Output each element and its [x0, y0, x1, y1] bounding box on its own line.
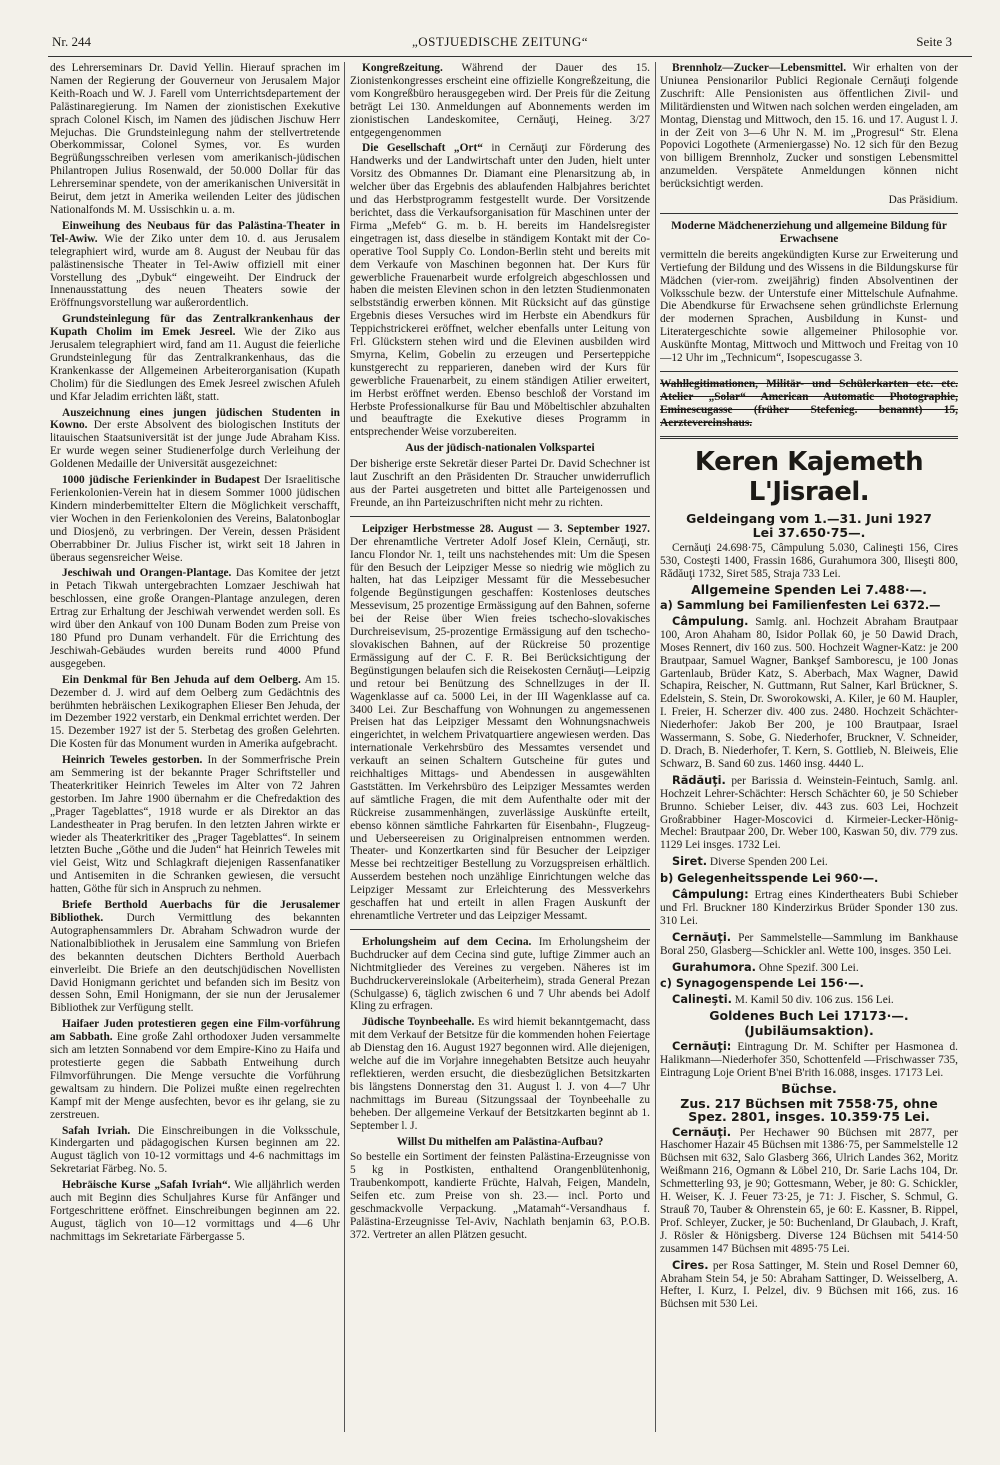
section-subheading: Büchse.: [781, 1080, 837, 1096]
article-text: Der erste Absolvent des biologischen Instituts der litauischen Staatsuniversität ist der junge Jude Abraham Kiss. Er wurde wegen seiner Studienerfolge durch Verleihung der Goldenen Medaille der Universität ausgezeichnet:: [50, 419, 340, 471]
article-heading: Briefe Berthold Auerbachs für die Jerusalemer Bibliothek.: [50, 899, 340, 924]
article-text: Im Erholungsheim der Buchdrucker auf dem Cecina sind gute, luftige Zimmer auch an Nichtmitglieder des Vereines zu vergeben. Näheres ist im Buchdruckervereinslokale (Arbeiterheim), strada General Prezan (Schulgasse) 6, täglich zwischen 6 und 7 Uhr abends bei Adolf Kling zu erfragen.: [350, 935, 650, 1013]
article-text: Das Komitee der jetzt in Petach Tikwah untergebrachten Lomzaer Jeschiwah hat beschlossen, eine große Orangen-Plantage anzulegen, deren Ertrag zur Erhaltung der Jeschiwah verwendet werden soll. Es wird über den Ankauf von 100 Dunam Boden zum Preise von 180 Pfund pro Dunam verhandelt. Für die Errichtung des Jeschiwah-Gebäudes wurden bereits rund 4000 Pfund ausgegeben.: [50, 567, 340, 670]
article-heading: Die Gesellschaft „Ort“: [362, 142, 483, 155]
column-divider: [344, 62, 345, 1432]
article-heading: Hebräische Kurse „Safah Ivriah“.: [62, 1179, 231, 1192]
signature: Das Präsidium.: [888, 194, 958, 207]
article-text: Am 15. Dezember d. J. wird auf dem Oelberg zum Gedächtnis des berühmten hebräischen Lexikographen Elieser Ben Jehuda, der im Dezember 1922 verstarb, ein Denkmal errichtet werden. Der 15. Dezember 1927 ist der 5. Sterbetag des großen Gelehrten. Die Kosten für das Monument wurden in Amerika aufgebracht.: [50, 673, 340, 751]
donation-text: per Barissia d. Weinstein-Feintuch, Samlg. anl. Hochzeit Lehrer-Schächter: Hersch Schächter 60, je 50 Schieber Brunno. Schieber Leiser, div. 443 zus. 603 Lei, Hochzeit Großrabbiner Hager-Moscovici d. Kirmeier-Lecker-Hönig-Mechel: Brautpaar 200, Dr. Weber 100, Kaswan 50, div. 779 zus. 1129 Lei insges. 1732 Lei.: [660, 774, 958, 852]
donation-text: per Rosa Sattinger, M. Stein und Rosel Demner 60, Abraham Stein 54, je 50: Abraham Sattinger, D. Weisselberg, A. Hefter, I. Kurz, I. Pelzel, div. 9 Büchsen mit 166, zus. 16 Büchsen mit 530 Lei.: [660, 1259, 958, 1311]
location-label: Cernăuţi.: [672, 929, 732, 944]
article-heading: Grundsteinlegung für das Zentralkrankenhaus der Kupath Cholim im Emek Jesreel.: [50, 313, 340, 339]
article-heading: Einweihung des Neubaus für das Palästina-Theater in Tel-Awiw.: [50, 219, 340, 245]
section-subheading: a) Sammlung bei Familienfesten Lei 6372.—: [660, 598, 941, 612]
section-subheading: Allgemeine Spenden Lei 7.488·—.: [691, 582, 927, 598]
location-label: Siret.: [672, 854, 708, 869]
article-text: So bestelle ein Sortiment der feinsten Palästina-Erzeugnisse von 5 kg in Postkisten, enthaltend Orangenblütenhonig, Traubenkompott, kandierte Früchte, Halvah, Feigen, Mandeln, Seifen etc. zum Preise von sh. 23.— incl. Porto und geschmackvolle Verpackung. „Matamah“-Versandhaus f. Palästina-Erzeugnisse Tel-Aviv, Nachlath benjamin 63, P.O.B. 372. Vertreter an allen Plätzen gesucht.: [350, 1151, 650, 1241]
article-heading: Aus der jüdisch-nationalen Volkspartei: [405, 442, 595, 455]
donation-text: Per Sammelstelle—Sammlung im Bankhause Boral 250, Glasberg—Schickler anl. Wette 100, insges. 350 Lei.: [660, 931, 958, 957]
article-text: Durch Vermittlung des bekannten Autographensammlers Dr. Abraham Schwadron wurde der Nationalbibliothek in Jerusalem eine Sammlung von Briefen des bekannten deutschen Dichters Berthold Auerbach einverleibt. Die Briefe an den deutschjüdischen Novellisten David Honigmann gerichtet und befanden sich im Besitz von dessen Sohn, Emil Honigmann, der sie nun der Jerusalemer Bibliothek zur Verfügung stellt.: [50, 912, 340, 1015]
section-subheading: Lei 37.650·75—.: [752, 525, 866, 541]
article-heading: Haifaer Juden protestieren gegen eine Film-vorführung am Sabbath.: [50, 1018, 340, 1044]
section-rule: [660, 213, 958, 214]
donation-text: Cernăuţi 24.698·75, Câmpulung 5.030, Calineşti 156, Cires 530, Costeşti 1400, Frassin 1686, Gurahumora 300, Iliseşti 800, Rădăuţi 1732, Siret 585, Straja 733 Lei.: [660, 542, 958, 581]
donation-text: Eintragung Dr. M. Schifter per Hasmonea d. Halikmann—Niederhofer 350, Schottenfeld —Frischwasser 735, Eintragung Loje Orient B'nei B'rith 16.088, insges. 17173 Lei.: [660, 1041, 958, 1079]
column-1: [50, 62, 340, 1432]
section-rule: [660, 436, 958, 439]
newspaper-title: „OSTJUEDISCHE ZEITUNG“: [411, 34, 588, 49]
article-heading: Safah Ivriah.: [62, 1124, 131, 1137]
article-heading: Ein Denkmal für Ben Jehuda auf dem Oelberg.: [62, 673, 301, 686]
section-subheading: Zus. 217 Büchsen mit 7558·75, ohne Spez. 2801, insges. 10.359·75 Lei.: [680, 1095, 938, 1124]
article-heading: Kongreßzeitung.: [362, 62, 443, 74]
column-3: [660, 62, 958, 1432]
article-text: Der bisherige erste Sekretär dieser Partei Dr. David Schechner ist laut Zuschrift an den Präsidenten Dr. Straucher unwiderruflich aus der Partei ausgetreten und bittet alle Parteigenossen und Freunde, an ihn Parteizuschriften nicht mehr zu richten.: [350, 458, 650, 509]
donation-text: Ohne Spezif. 300 Lei.: [758, 961, 859, 974]
article-text: Es wird hiemit bekanntgemacht, dass mit dem Verkauf der Betsitze für die kommenden hohen Feiertage ab Dienstag den 16. August 1927 begonnen wird. Alle diejenigen, welche auf die im Vorjahre innegehabten Betsitze auch heuyahr reflektieren, werden ersucht, die diesbezüglichen Betsitzkarten bis längstens Donnerstag den 31. August l. J. von 4—7 Uhr nachmittags im Bureau (Sitzungssaal der Toynbeehalle zu beheben. Der allgemeine Verkauf der Betsitzkarten beginnt ab 1. September l. J.: [350, 1016, 650, 1132]
section-subheading: Geldeingang vom 1.—31. Juni 1927: [686, 510, 932, 526]
article-text: vermitteln die bereits angekündigten Kurse zur Erweiterung und Vertiefung der Bildung und des Wissens in die Bildungskurse für Mädchen (vier-rom. zweijährig) finden Absolventinen der Volksschule bezw. der Unterstufe einer Mittelschule Aufnahme. Die Abendkurse für Erwachsene sehen gründlichste Erlernung der modernen Sprachen, Ausbildung in Kunst- und Literatergeschichte sowie allgemeiner Philosophie vor. Auskünfte Montag, Mittwoch und Mittwoch und Freitag von 10—12 Uhr im „Technicum“, Isopescugasse 3.: [660, 248, 958, 365]
donation-text: Ertrag eines Kindertheaters Bubi Schieber und Frl. Bruckner 180 Kinderzirkus Brüder Sponder 130 zus. 310 Lei.: [660, 889, 958, 927]
section-subheading: (Jubiläumsaktion).: [744, 1023, 874, 1039]
section-rule: [350, 516, 650, 517]
article-text: Wie alljährlich werden auch mit Beginn dies Schuljahres Kurse für Anfänger und Fortgeschrittene eröffnet. Einschreibungen beginnen am 22. August, täglich von 10—12 vormittags und 4—6 Uhr nachmittags im Sekretariate Färbergasse 5.: [50, 1179, 340, 1243]
section-subheading: b) Gelegenheitsspende Lei 960·—.: [660, 871, 879, 886]
location-label: Rădăuţi.: [672, 772, 726, 787]
banner-title: Keren Kajemeth L'Jisrael.: [694, 446, 924, 507]
page-number: Nr. 244: [52, 34, 91, 49]
article-text: Der Israelitische Ferienkolonien-Verein hat in diesem Sommer 1000 jüdischen Kindern minderbemittelter Eltern die Möglichkeit verschafft, vier Wochen in den Ferienkolonien des Vereins, Balatonboglar und Diosjenö, zu verbringen. Der Verein, dessen Präsident Oberrabbiner Dr. Julius Fischer ist, wirkt seit 18 Jahren in überaus segensreicher Weise.: [50, 474, 340, 564]
article-text: Wir erhalten von der Uniunea Pensionarilor Publici Regionale Cernăuţi folgende Zuschrift: Alle Pensionisten aus öffentlichen Zivil- und Militärdiensten und Witwen nach solchen werden eingeladen, am Montag, Dienstag und Mittwoch, den 15. 16. und 17. August l. J. in der Zeit von 3—6 Uhr N. M. im „Progresul“ Str. Elena Popovici Logothete (Armeniergasse) No. 12 sich für den Bezug von billigem Brennholz, Zucker und sonstigen Lebensmittel anzumelden. Verspätete Anmeldungen können nicht berücksichtigt werden.: [660, 62, 958, 191]
location-label: Gurahumora.: [672, 959, 756, 974]
location-label: Câmpulung:: [672, 887, 749, 902]
section-subheading: Goldenes Buch Lei 17173·—.: [709, 1008, 909, 1024]
article-heading: Auszeichnung eines jungen jüdischen Studenten in Kowno.: [50, 406, 340, 432]
article-text: Die Einschreibungen in die Volksschule, Kindergarten und pädagogischen Kursen beginnen am 22. August täglich von 10-12 vormittags und 4-6 nachmittags im Sekretariat Färbeg. No. 5.: [50, 1124, 340, 1176]
section-rule: [660, 371, 958, 372]
article-heading: Moderne Mädchenerziehung und allgemeine Bildung für Erwachsene: [671, 219, 947, 245]
article-text: in Cernăuţi zur Förderung des Handwerks und der Landwirtschaft unter den Juden, hielt unter Vorsitz des Obmannes Dr. Diamant eine Plenarsitzung ab, in welcher über das Ergebnis des ablaufenden Halbjahres berichtet und das Herbstprogramm festgestellt wurde. Der Vorsitzende berichtet, dass die Verkaufsorganisation für Maschinen unter der Firma „Mefeb“ G. m. b. H. bereits im Handelsregister eingetragen ist, dass dieselbe in ständigem Kontakt mit der Co-operative Tool Supply Co. London-Berlin steht und bereits mit dem Verkaufe von Maschinen begonnen hat. Der Kurs für gewerbliche Frauenarbeit wurde erfolgreich abgeschlossen und haben die meisten Elevinen schon in den letzten Studienmonaten selbstständig erwerben können. Mit Rücksicht auf das günstige Ergebnis dieses Versuches wird im Herbste ein Abendkurs für Teppichstrickerei eröffnet, welcher ebenfalls unter Leitung von Frl. Glückstern stehen wird und die Elevinen ausbilden wird Smyrna, Kelim, Gobelin zu erzeugen und Perserteppiche kunstgerecht zu repparieren, daneben wird der Kurs für gewerbliche Frauenarbeit, zu einem ständigen Atilier erweitert, im Herbst eröffnet werden. Ebenso beschloß der Vorstand im Herbste Professionalkurse für Bau und Möbeltischler abzuhalten und beauftragte die Exekutive dieses Programm in entsprechender Weise vorzubereiten.: [350, 142, 650, 439]
article-text: des Lehrerseminars Dr. David Yellin. Hierauf sprachen im Namen der Regierung der Gouverneur von Jerusalem Major Keith-Roach und W. J. Farell vom Unterrichtsdepartement der Palästinaregierung. Im Namen der zionistischen Exekutive sprach Colonel Kisch, im Namen des jüdischen Jischuw Herr Mejuchas. Die Grundsteinlegung nahm der stellvertretende Oberkommissar, Colonel Symes, vor. Es wurden Begrüßungsschreiben verlesen vom amerikanisch-jüdischen Philantropen Julius Rosenwald, der 50.000 Dollar für das Lehrerseminar spendete, von der amerikanischen Universität in Beirut, dem jetzt in Amerika weilenden Leiter des jüdischen Nationalfonds M. M. Ussischkin u. a. m.: [50, 62, 340, 216]
column-divider: [655, 62, 656, 1432]
page-header: [30, 28, 970, 50]
donation-text: M. Kamil 50 div. 106 zus. 156 Lei.: [734, 994, 894, 1007]
article-text: Wie der Ziko aus Jerusalem telegraphiert wird, fand am 11. August die feierliche Grundsteinlegung für das Zentralkrankenhaus, das die Krankenkasse der Allgemeinen Arbeiterorganisation (Kupath Cholim) für die Siedlungen des Emek Jesreel zwischen Afuleh und Kfar Jeladim errichten läßt, statt.: [50, 326, 340, 403]
article-text: Der ehrenamtliche Vertreter Adolf Josef Klein, Cernăuţi, str. Iancu Flondor Nr. 1, teilt uns nachstehendes mit: Um die Spesen für den Besuch der Leipziger Messe so niedrig wie möglich zu halten, hat das Leipziger Messamt für die Messebesucher folgende Begünstigungen geschaffen: Kostenloses deutsches Messevisum, 25 prozentige Ermässigung auf den Bahnen, soferne bei der Reise über Wien freies tschecho-slovakisches Durchreisevisum, 25-prozentige Ermässigung auf den tschecho-slovakischen Bahnen, auf der Rückreise 50 prozentige Ermässigung auf der C. F. R. Bei Berücksichtigung der Begünstigungen belaufen sich die Reisekosten Cernăuţi—Leipzig und retour bei Benützung des Schnellzuges in der II. Wagenklasse auf ca. 5000 Lei, in der III Wagenklasse auf ca. 3400 Lei. Zur Beschaffung von Wohnungen zu angemessenen Preisen hat das Leipziger Messamt den Wohnungsnachweis eingerichtet, in welchem Privatquartiere angewiesen werden. Das internationale Verkehrsbüro des Messamtes versendet und verkauft an seinen Schaltern Gutscheine für gutes und reichhaltiges Mittags- und Abendessen in ausgewählten Gaststätten. Im Verkehrsbüro des Leipziger Messamtes werden auf sämtliche Fragen, die mit dem Aufenthalte oder mit der Rückreise zusammenhängen, zuverlässige Auskünfte erteilt, ebenso können sämtliche Fahrkarten für Eisenbahn-, Flugzeug- und Ueberseereisen zu Originalpreisen entnommen werden. Theater- und Konzertkarten sind für Besucher der Leipziger Messe bei rechtzeitiger Bestellung zu Vorzugspreisen erhältlich. Ausserdem bestehen noch unzählige Einrichtungen welche das Leipziger Messamt zur Erleichterung des Messverkehrs geschaffen hat und erteilt in allen Fragen Auskunft der ehrenamtliche Vertreter und das Leipziger Messamt.: [350, 535, 650, 922]
article-heading: Erholungsheim auf dem Cecina.: [362, 935, 532, 948]
article-text: Während der Dauer des 15. Zionistenkongresses erscheint eine offizielle Kongreßzeitung, die vom Kongreßbüro herausgegeben wird. Der Preis für die Zeitung beträgt Lei 130. Anmeldungen auf Abonnements werden im zionistischen Landeskomitee, Cernăuţi, Heineg. 3/27 entgegengenommen: [350, 62, 650, 139]
page-label: Seite 3: [916, 34, 952, 49]
location-label: Cernăuţi:: [672, 1039, 732, 1054]
article-heading: Leipziger Herbstmesse 28. August — 3. September 1927.: [362, 522, 650, 535]
article-heading: Heinrich Teweles gestorben.: [62, 754, 203, 767]
article-text: Eine große Zahl orthodoxer Juden versammelte sich am letzten Sonnabend vor dem Empire-Kino zu Haifa und protestierte gegen die Sabbath Entweihung durch Filmvorführungen. Die Menge versuchte die Vorführung gewaltsam zu hindern. Die Polizei mußte einen regelrechten Kampf mit der Menge ausfechten, bevor es ihr gelang, sie zu zerstreuen.: [50, 1031, 340, 1121]
donation-text: Samlg. anl. Hochzeit Abraham Brautpaar 100, Aron Ahaham 80, Isidor Pollak 60, je 50 Dawid Drach, Moses Rennert, div 160 zus. 500. Hochzeit Wagner-Katz: je 200 Brautpaar, Samuel Wagner, Bankşef Samborescu, je 100 Jonas Gartenlaub, Brüder Katz, S. Aberbach, Max Wagner, Dawid Schapira, Reischer, N. Guttmann, Rut Salner, Karl Brückner, S. Edelstein, S. Stein, Dr. Sworokowski, A. Kiler, je 60 M. Haupler, I. Freier, H. Scherzer div. 400 zus. 2480. Hochzeit Schächter-Niederhofer: Jakob Ber 200, je 100 Brautpaar, Israel Wassermann, S. Sobe, G. Niederhofer, Bruckner, V. Schneider, D. Drach, B. Niederhofer, T. Kern, S. Gottlieb, N. Bleiweis, Elie Schwarz, B. Sand 60 zus. 1460 insg. 4440 L.: [660, 615, 958, 770]
advertisement: Wahllegitimationen, Militär- und Schülerkarten etc. etc. Atelier „Solar“ American Automatic Photographie, Eminescugasse (früher Stefenieg. benannt) 15, Aerztevereinshaus.: [660, 377, 958, 429]
article-heading: Willst Du mithelfen am Palästina-Aufbau?: [396, 1135, 604, 1148]
article-heading: 1000 jüdische Ferienkinder in Budapest: [62, 474, 260, 487]
location-label: Cires.: [672, 1257, 709, 1272]
article-text: In der Sommerfrische Prein am Semmering ist der bekannte Prager Schriftsteller und Theaterkritiker Heinrich Teweles im Alter von 72 Jahren gestorben. Im Jahre 1900 übernahm er die Chefredaktion des „Prager Tageblattes“, 1918 wurde er als Direktor an das Landestheater in Prag berufen. In den letzten Jahren wirkte er wieder als Theaterkritiker des „Prager Tageblattes“. In seinem letzten Buche „Göthe und die Juden“ hat Heinrich Teweles mit viel Geist, Witz und Schlagkraft diejenigen Rassenfanatiker und Antisemiten in die Schranken gewiesen, die versucht hatten, Göthe für sich in Anspruch zu nehmen.: [50, 754, 340, 896]
location-label: Calineşti.: [672, 992, 732, 1007]
header-rule: [48, 56, 972, 57]
article-heading: Brennholz—Zucker—Lebensmittel.: [672, 62, 847, 74]
article-text: Wie der Ziko unter dem 10. d. aus Jerusalem telegraphiert wird, wurde am 8. August der Neubau für das palästinensische Theater in Tel-Awiw offiziell mit einer Vorstellung des „Dybuk“ eingeweiht. Der Eindruck der Innenausstattung des neuen Theaters sowie der Eröffnungsvorstellung war außerordentlich.: [50, 232, 340, 310]
section-rule: [350, 929, 650, 930]
donation-text: Diverse Spenden 200 Lei.: [709, 856, 828, 869]
article-heading: Jüdische Toynbeehalle.: [362, 1016, 475, 1029]
article-heading: Jeschiwah und Orangen-Plantage.: [62, 567, 232, 580]
column-2: [350, 62, 650, 1432]
section-subheading: c) Synagogenspende Lei 156·—.: [660, 976, 864, 991]
location-label: Câmpulung.: [672, 613, 749, 628]
location-label: Cernăuţi.: [672, 1124, 732, 1139]
donation-text: Per Hechawer 90 Büchsen mit 2877, per Haschomer Hazair 45 Büchsen mit 1386·75, per Sammelstelle 12 Büchsen mit 632, Salo Glasberg 366, Ulrich Landes 362, Moritz Weißmann 216, Ogmann & Löbel 210, Dr. Sarie Lachs 104, Dr. Schmetterling 93, je 90; Gottesmann, Weber, je 80: G. Schickler, H. Weiser, K. J. Feuer 73·25, je 71: J. Fischer, S. Schmul, G. Strauß 70, Tauber & Ohrenstein 65, je 60: E. Kassner, B. Rippel, Prof. Schleyer, Zucker, je 50: Buchenland, Dr Glaubach, J. Kraft, J. Rösler & Hönigsberg. Diverse 124 Büchsen mit 5414·50 zusammen 147 Büchsen mit 4895·75 Lei.: [660, 1126, 958, 1255]
